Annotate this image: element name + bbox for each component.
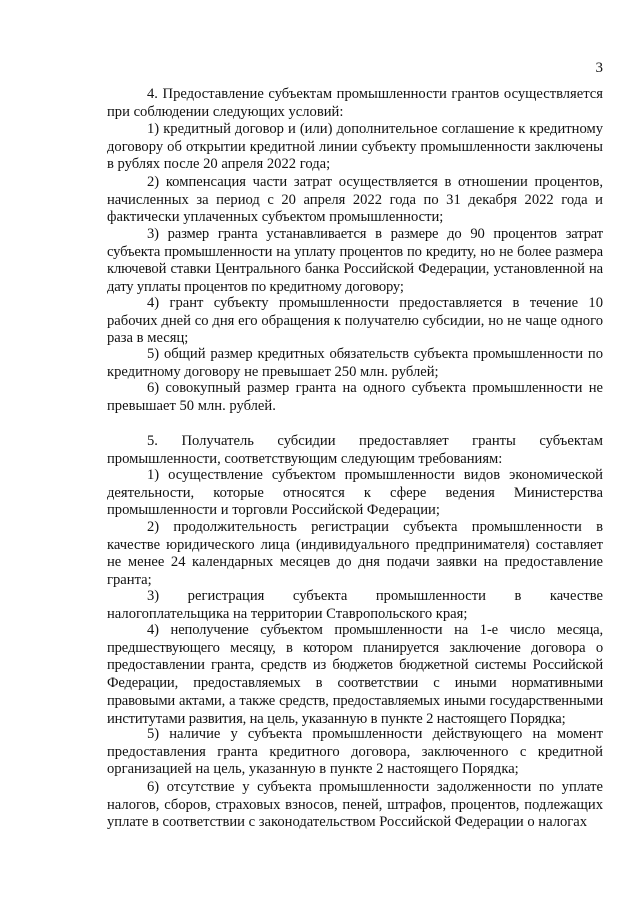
section4-item-4: 4) грант субъекту промышленности предоставляется в течение 10 рабочих дней со дня его обращения к получателю субсидии, но не чаще одного раза в месяц; [107, 295, 603, 347]
section5-item-2: 2) продолжительность регистрации субъекта промышленности в качестве юридического лица (индивидуального предпринимателя) составляет не менее 24 календарных месяцев до дня подачи заявки на предоставление гранта; [107, 519, 603, 589]
section4-item-1: 1) кредитный договор и (или) дополнительное соглашение к кредитному договору об открытии кредитной линии субъекту промышленности заключены в рублях после 20 апреля 2022 года; [107, 121, 603, 173]
section5-item-6: 6) отсутствие у субъекта промышленности задолженности по уплате налогов, сборов, страховых взносов, пеней, штрафов, процентов, подлежащих уплате в соответствии с законодательством Российской Федерации о налогах [107, 779, 603, 831]
section4-item-2: 2) компенсация части затрат осуществляется в отношении процентов, начисленных за период с 20 апреля 2022 года по 31 декабря 2022 года и фактически уплаченных субъектом промышленности; [107, 174, 603, 226]
section4-item-6: 6) совокупный размер гранта на одного субъекта промышленности не превышает 50 млн. рублей. [107, 380, 603, 414]
section5-item-1: 1) осуществление субъектом промышленности видов экономической деятельности, которые относятся к сфере ведения Министерства промышленности и торговли Российской Федерации; [107, 467, 603, 519]
section4-item-3: 3) размер гранта устанавливается в размере до 90 процентов затрат субъекта промышленности на уплату процентов по кредиту, но не более размера ключевой ставки Центрального банка Российской Федерации, установленной на дату уплаты процентов по кредитному договору; [107, 226, 603, 296]
section5-item-5: 5) наличие у субъекта промышленности действующего на момент предоставления гранта кредитного договора, заключенного с кредитной организацией на цель, указанную в пункте 2 настоящего Порядка; [107, 726, 603, 778]
section5-intro: 5. Получатель субсидии предоставляет гранты субъектам промышленности, соответствующим следующим требованиям: [107, 433, 603, 467]
page-number: 3 [595, 60, 603, 76]
section5-item-4: 4) неполучение субъектом промышленности на 1-е число месяца, предшествующего месяцу, в котором планируется заключение договора о предоставлении гранта, средств из бюджетов бюджетной системы Российской Федерации, предоставляемых в соответствии с иными нормативными правовыми актами, а также средств, предоставляемых иными государственными институтами развития, на цель, указанную в пункте 2 настоящего Порядка; [107, 622, 603, 727]
section5-item-3: 3) регистрация субъекта промышленности в качестве налогоплательщика на территории Ставропольского края; [107, 588, 603, 622]
section4-item-5: 5) общий размер кредитных обязательств субъекта промышленности по кредитному договору не превышает 250 млн. рублей; [107, 346, 603, 380]
section4-intro: 4. Предоставление субъектам промышленности грантов осуществляется при соблюдении следующих условий: [107, 86, 603, 120]
